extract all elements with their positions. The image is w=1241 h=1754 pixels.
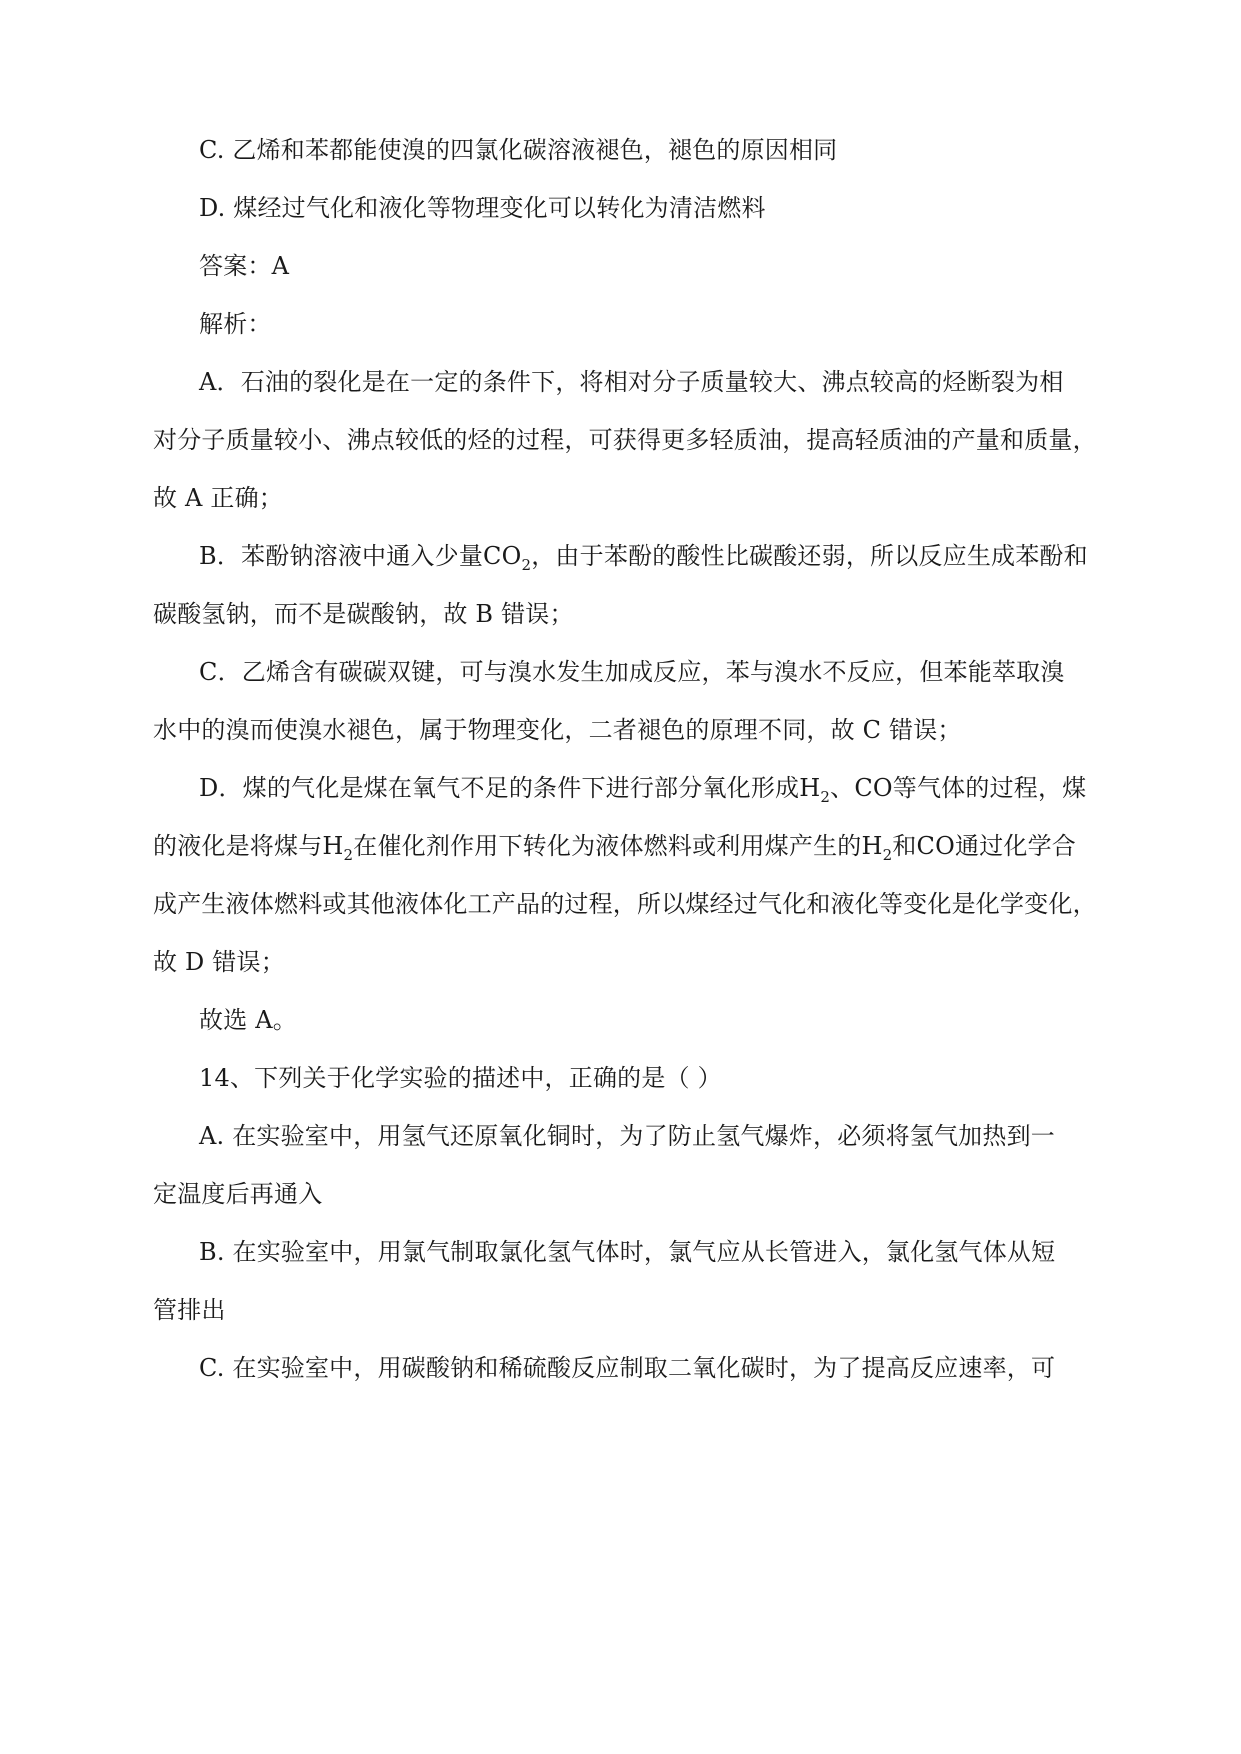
question-14-option-a-line-1: A. 在实验室中，用氢气还原氧化铜时，为了防止氢气爆炸，必须将氢气加热到一 (199, 1122, 1055, 1150)
analysis-d-text-1: D．煤的气化是煤在氧气不足的条件下进行部分氧化形成H (199, 774, 821, 802)
h2-subscript-a: 2 (820, 788, 831, 806)
option-c-line: C. 乙烯和苯都能使溴的四氯化碳溶液褪色，褪色的原因相同 (199, 136, 838, 164)
option-d-line: D. 煤经过气化和液化等物理变化可以转化为清洁燃料 (199, 194, 766, 222)
analysis-b-line-1 (199, 540, 1149, 572)
question-14-option-a-line-2: 定温度后再通入 (153, 1180, 323, 1208)
h2-subscript-c: 2 (882, 846, 893, 864)
analysis-d-line-1 (199, 772, 1149, 804)
analysis-heading: 解析： (199, 310, 272, 338)
analysis-d-text-5: 和CO通过化学合 (892, 832, 1076, 860)
question-14-option-b-line-2: 管排出 (153, 1296, 226, 1324)
analysis-c-line-1: C．乙烯含有碳碳双键，可与溴水发生加成反应，苯与溴水不反应，但苯能萃取溴 (199, 658, 1065, 686)
analysis-d-text-2: 、CO等气体的过程，煤 (830, 774, 1087, 802)
analysis-d-text-3: 的液化是将煤与H (153, 832, 344, 860)
analysis-c-line-2: 水中的溴而使溴水褪色，属于物理变化，二者褪色的原理不同，故 C 错误； (153, 716, 962, 744)
answer-line: 答案：A (199, 252, 290, 280)
analysis-d-line-2 (153, 830, 1103, 862)
question-14-option-b-line-1: B. 在实验室中，用氯气制取氯化氢气体时，氯气应从长管进入，氯化氢气体从短 (199, 1238, 1056, 1266)
h2-subscript-b: 2 (343, 846, 354, 864)
analysis-a-line-1: A．石油的裂化是在一定的条件下，将相对分子质量较大、沸点较高的烃断裂为相 (199, 368, 1064, 396)
question-14-stem: 14、下列关于化学实验的描述中，正确的是（ ） (199, 1064, 722, 1092)
analysis-b-text-1: B．苯酚钠溶液中通入少量CO (199, 542, 522, 570)
question-14-option-c-line-1: C. 在实验室中，用碳酸钠和稀硫酸反应制取二氧化碳时，为了提高反应速率，可 (199, 1354, 1056, 1382)
co2-subscript: 2 (521, 556, 532, 574)
analysis-b-line-2: 碳酸氢钠，而不是碳酸钠，故 B 错误； (153, 600, 574, 628)
analysis-d-line-3: 成产生液体燃料或其他液体化工产品的过程，所以煤经过气化和液化等变化是化学变化， (153, 890, 1097, 918)
analysis-d-line-4: 故 D 错误； (153, 948, 285, 976)
analysis-a-line-3: 故 A 正确； (153, 484, 283, 512)
analysis-d-text-4: 在催化剂作用下转化为液体燃料或利用煤产生的H (353, 832, 883, 860)
analysis-b-text-2: ，由于苯酚的酸性比碳酸还弱，所以反应生成苯酚和 (531, 542, 1088, 570)
analysis-a-line-2: 对分子质量较小、沸点较低的烃的过程，可获得更多轻质油，提高轻质油的产量和质量， (153, 426, 1097, 454)
final-choice-line: 故选 A。 (199, 1006, 297, 1034)
